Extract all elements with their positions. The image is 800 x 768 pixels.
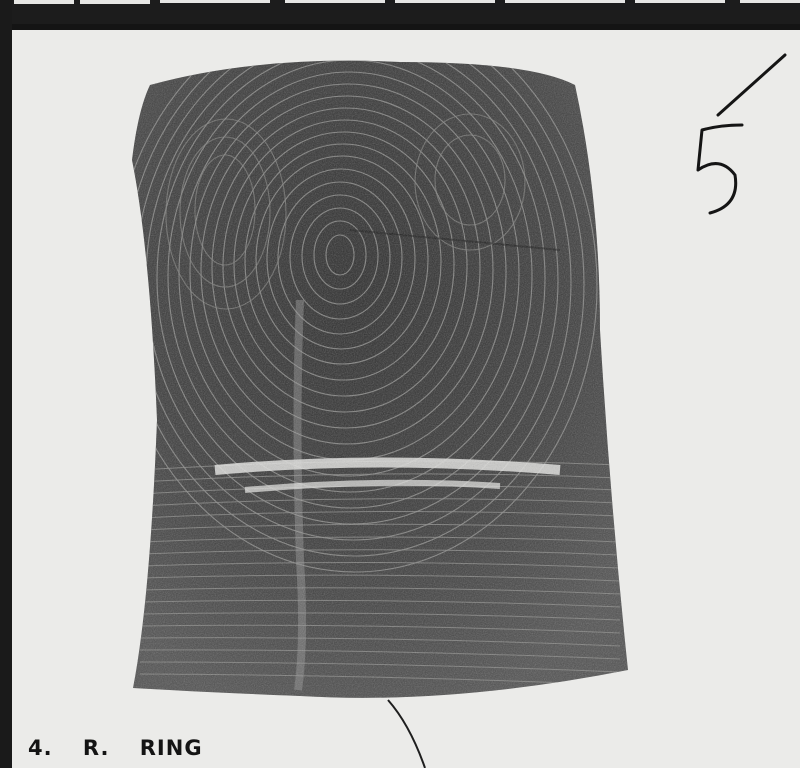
finger-hand: R.: [82, 736, 110, 760]
finger-number: 4.: [28, 736, 53, 760]
finger-name: RING: [139, 736, 203, 760]
finger-label: [28, 736, 215, 760]
handwritten-mark-five: [690, 45, 790, 225]
